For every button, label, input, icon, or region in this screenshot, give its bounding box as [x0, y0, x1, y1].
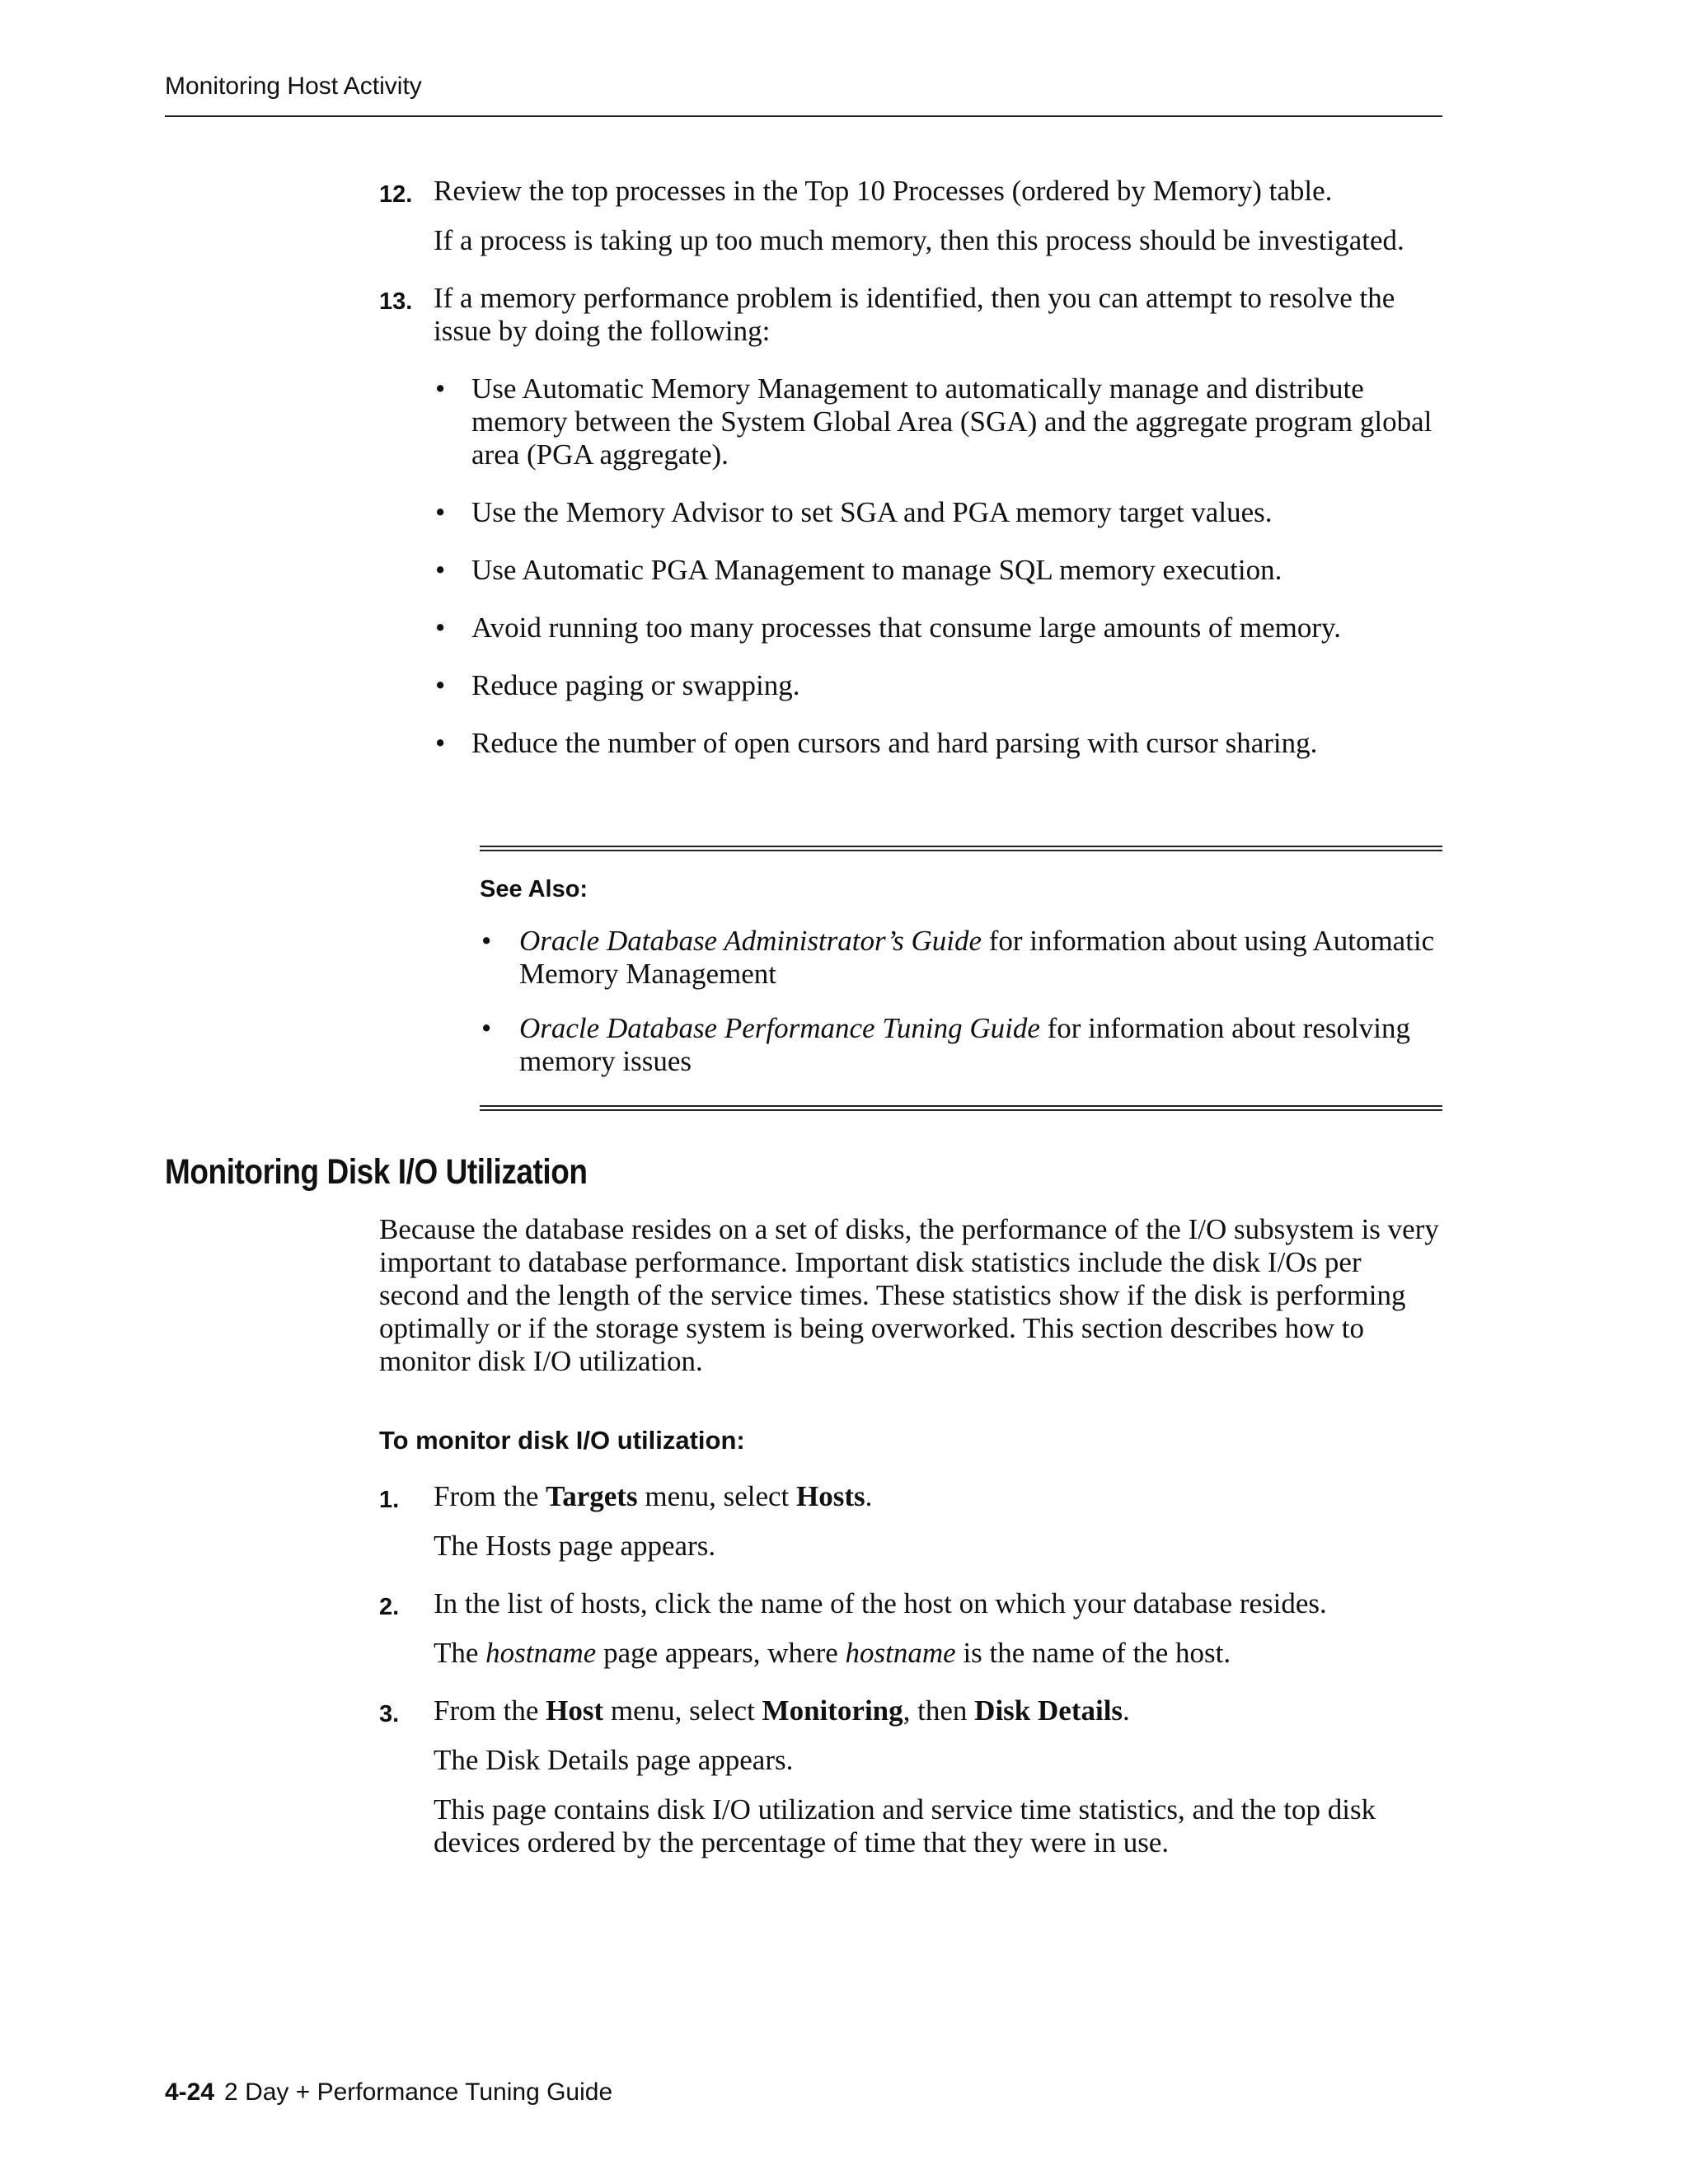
section-body: [379, 1213, 1442, 1859]
placeholder-term: hostname: [845, 1637, 956, 1669]
menu-item-name: Hosts: [796, 1480, 865, 1512]
text-run: From the: [434, 1694, 546, 1727]
step-number: 13.: [379, 288, 413, 315]
text-run: From the: [434, 1480, 546, 1512]
step-text: In the list of hosts, click the name of the host on which your database resides.: [434, 1587, 1327, 1619]
book-title: 2 Day + Performance Tuning Guide: [224, 2079, 613, 2106]
submenu-item-name: Disk Details: [974, 1694, 1123, 1727]
see-also-top-rule: [480, 846, 1442, 851]
see-also-box: [480, 846, 1442, 1111]
see-also-bottom-rule: [480, 1105, 1442, 1111]
header-rule: [165, 115, 1442, 117]
step-number: 2.: [379, 1594, 400, 1620]
text-run: menu, select: [603, 1694, 762, 1727]
step-number: 3.: [379, 1701, 400, 1727]
book-reference-link[interactable]: Oracle Database Performance Tuning Guide: [519, 1012, 1040, 1044]
placeholder-term: hostname: [485, 1637, 597, 1669]
text-run: page appears, where: [596, 1637, 846, 1669]
procedure-steps: [379, 1480, 1442, 1859]
section-heading: Monitoring Disk I/O Utilization: [165, 1152, 588, 1192]
top-steps: [379, 175, 1442, 785]
see-also-list: [480, 925, 1442, 1078]
list-item: • Avoid running too many processes that consume large amounts of memory.: [434, 612, 1442, 644]
menu-name: Targets: [546, 1480, 638, 1512]
list-item: • Reduce the number of open cursors and hard parsing with cursor sharing.: [434, 727, 1442, 760]
step-13: [379, 282, 1442, 760]
step-followup: [434, 1637, 1442, 1670]
step-followup: If a process is taking up too much memory, then this process should be investigated.: [434, 224, 1404, 256]
step-followup: The Hosts page appears.: [434, 1530, 716, 1562]
list-item: • Reduce paging or swapping.: [434, 669, 1442, 702]
page-number: 4-24: [165, 2079, 215, 2106]
memory-tips-list: [434, 373, 1442, 760]
text-run: , then: [903, 1694, 975, 1727]
running-header: Monitoring Host Activity: [165, 73, 422, 100]
reference-description: for information about resolving memory issues: [519, 1012, 1410, 1077]
step-1: [379, 1480, 1442, 1563]
page-footer: [165, 2079, 612, 2107]
step-number: 12.: [379, 181, 413, 208]
list-item: [480, 1012, 1442, 1078]
procedure-title: To monitor disk I/O utilization:: [379, 1426, 745, 1455]
book-reference-link[interactable]: Oracle Database Administrator’s Guide: [519, 925, 982, 957]
step-text: [434, 1694, 1442, 1727]
step-text: Review the top processes in the Top 10 Processes (ordered by Memory) table.: [434, 175, 1333, 207]
reference-description: for information about using Automatic Memory Management: [519, 925, 1435, 990]
list-item: • Use the Memory Advisor to set SGA and PGA memory target values.: [434, 496, 1442, 529]
step-3: [379, 1694, 1442, 1859]
section-intro: Because the database resides on a set of disks, the performance of the I/O subsystem is very important to database performance. Important disk statistics include the disk I/Os per second and the length of the service times. These statistics show if the disk is performing optimally or if the storage system is being overworked. This section describes how to monitor disk I/O utilization.: [379, 1213, 1439, 1377]
step-text: [434, 1480, 1442, 1513]
text-run: .: [865, 1480, 873, 1512]
step-2: [379, 1587, 1442, 1670]
list-item: • Use Automatic Memory Management to automatically manage and distribute memory between the System Global Area (SGA) and the aggregate program global area (PGA aggregate).: [434, 373, 1442, 471]
list-item: [480, 925, 1442, 991]
text-run: The: [434, 1637, 486, 1669]
step-number: 1.: [379, 1487, 400, 1513]
step-12: [379, 175, 1442, 257]
text-run: .: [1123, 1694, 1130, 1727]
see-also-title: See Also:: [480, 876, 588, 902]
menu-item-name: Monitoring: [762, 1694, 903, 1727]
text-run: menu, select: [637, 1480, 797, 1512]
list-item: • Use Automatic PGA Management to manage SQL memory execution.: [434, 554, 1442, 587]
menu-name: Host: [546, 1694, 604, 1727]
step-text: If a memory performance problem is identified, then you can attempt to resolve the issue by doing the following:: [434, 282, 1395, 347]
step-followup: This page contains disk I/O utilization and service time statistics, and the top disk devices ordered by the percentage of time that they were in use.: [434, 1793, 1376, 1858]
text-run: is the name of the host.: [955, 1637, 1231, 1669]
step-followup: The Disk Details page appears.: [434, 1744, 794, 1776]
